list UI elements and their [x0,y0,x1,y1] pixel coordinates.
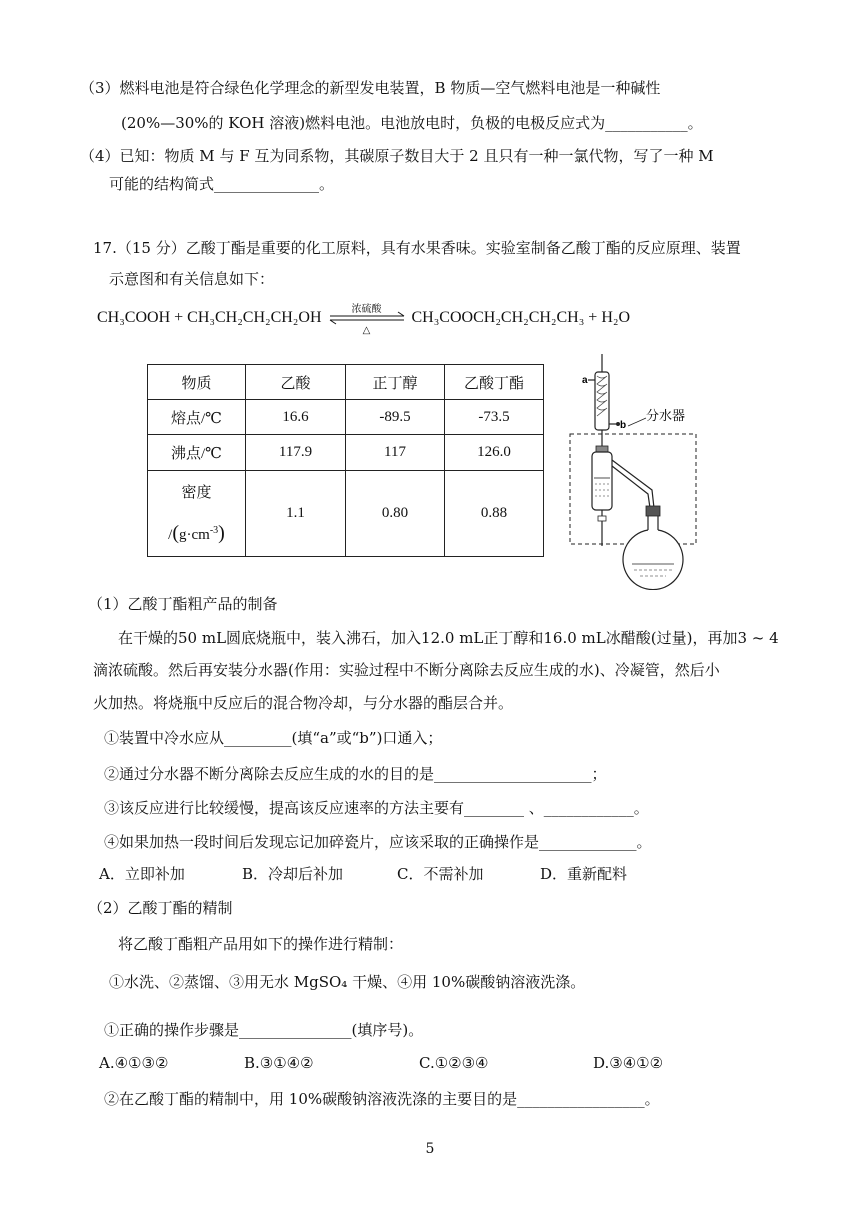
label-a: a [582,375,588,386]
option-d: D.③④①② [593,1054,664,1072]
option-d: D．重新配料 [540,865,628,883]
table-cell: -73.5 [445,400,544,435]
table-cell: 126.0 [445,435,544,471]
p2-question2: ②在乙酸丁酯的精制中，用 10%碳酸钠溶液洗涤的主要目的是_________________。 [104,1090,660,1108]
table-header: 物质 [148,365,246,400]
table-row [148,435,544,471]
density-unit: $/(g\cdot cm^{-3})$ [168,521,225,544]
row-label-density [148,471,246,557]
p2-question1: ①正确的操作步骤是_______________(填序号)。 [104,1021,424,1039]
part2-title: （2）乙酸丁酯的精制 [88,899,233,917]
q17-line1: 17.（15 分）乙酸丁酯是重要的化工原料，具有水果香味。实验室制备乙酸丁酯的反应原理、装置 [93,239,741,257]
part1-title: （1）乙酸丁酯粗产品的制备 [88,595,278,613]
row-label: 沸点/℃ [148,435,246,471]
option-b: B.③①④② [244,1054,314,1072]
part2-intro: 将乙酸丁酯粗产品用如下的操作进行精制： [118,935,404,953]
table-row [148,400,544,435]
table-header: 乙酸 [246,365,346,400]
option-c: C.①②③④ [419,1054,489,1072]
option-a: A．立即补加 [99,865,185,883]
part1-para3: 火加热。将烧瓶中反应后的混合物冷却，与分水器的酯层合并。 [93,694,514,712]
label-separator: 分水器 [646,409,686,424]
apparatus-diagram [562,350,702,590]
p1-question1: ①装置中冷水应从_________(填“a”或“b”)口通入； [104,729,443,747]
equation-products: CH₃COOCH₂CH₂CH₂CH₃ + H₂O [411,309,631,326]
table-cell: 0.88 [445,471,544,557]
p1-options [99,864,627,884]
q17-line2: 示意图和有关信息如下： [109,270,275,288]
equilibrium-arrow [328,304,406,337]
property-table [147,364,544,557]
part1-para1: 在干燥的50 mL圆底烧瓶中，装入沸石，加入12.0 mL正丁醇和16.0 mL冰醋酸(过量)，再加3 ~ 4 [118,629,779,647]
p2-options [99,1053,663,1073]
table-cell: 16.6 [246,400,346,435]
table-cell: 0.80 [346,471,445,557]
reaction-equation [97,304,631,337]
table-cell: -89.5 [346,400,445,435]
table-cell: 117 [346,435,445,471]
q4-line1: （4）已知：物质 M 与 F 互为同系物，其碳原子数目大于 2 且只有一种一氯代物，写了一种 M [80,147,714,165]
label-b: b [620,420,627,431]
equation-reactants: CH₃COOH + CH₃CH₂CH₂CH₂OH [97,309,322,326]
p1-question3: ③该反应进行比较缓慢，提高该反应速率的方法主要有________ 、____________。 [104,799,649,817]
p1-question2: ②通过分水器不断分离除去反应生成的水的目的是_____________________； [104,765,607,783]
table-cell: 1.1 [246,471,346,557]
density-label: 密度 [181,484,212,501]
table-header: 乙酸丁酯 [445,365,544,400]
p1-question4: ④如果加热一段时间后发现忘记加碎瓷片，应该采取的正确操作是_____________。 [104,833,652,851]
equation-condition-top: 浓硫酸 [351,304,382,316]
option-b: B．冷却后补加 [242,865,344,883]
option-a: A.④①③② [99,1054,169,1072]
row-label: 熔点/℃ [148,400,246,435]
q3-line2: (20%—30%的 KOH 溶液)燃料电池。电池放电时，负极的电极反应式为___________。 [121,114,703,132]
option-c: C．不需补加 [397,865,484,883]
table-cell: 117.9 [246,435,346,471]
part1-para2: 滴浓硫酸。然后再安装分水器(作用：实验过程中不断分离除去反应生成的水)、冷凝管，然后小 [93,661,720,679]
part2-steps: ①水洗、②蒸馏、③用无水 MgSO₄ 干燥、④用 10%碳酸钠溶液洗涤。 [109,973,586,991]
table-header: 正丁醇 [346,365,445,400]
q3-line1: （3）燃料电池是符合绿色化学理念的新型发电装置，B 物质—空气燃料电池是一种碱性 [80,79,661,97]
equation-condition-bottom: △ [362,325,371,337]
table-header-row [148,365,544,400]
q4-line2: 可能的结构简式______________。 [109,175,335,193]
table-row [148,471,544,557]
page-number: 5 [425,1141,435,1157]
